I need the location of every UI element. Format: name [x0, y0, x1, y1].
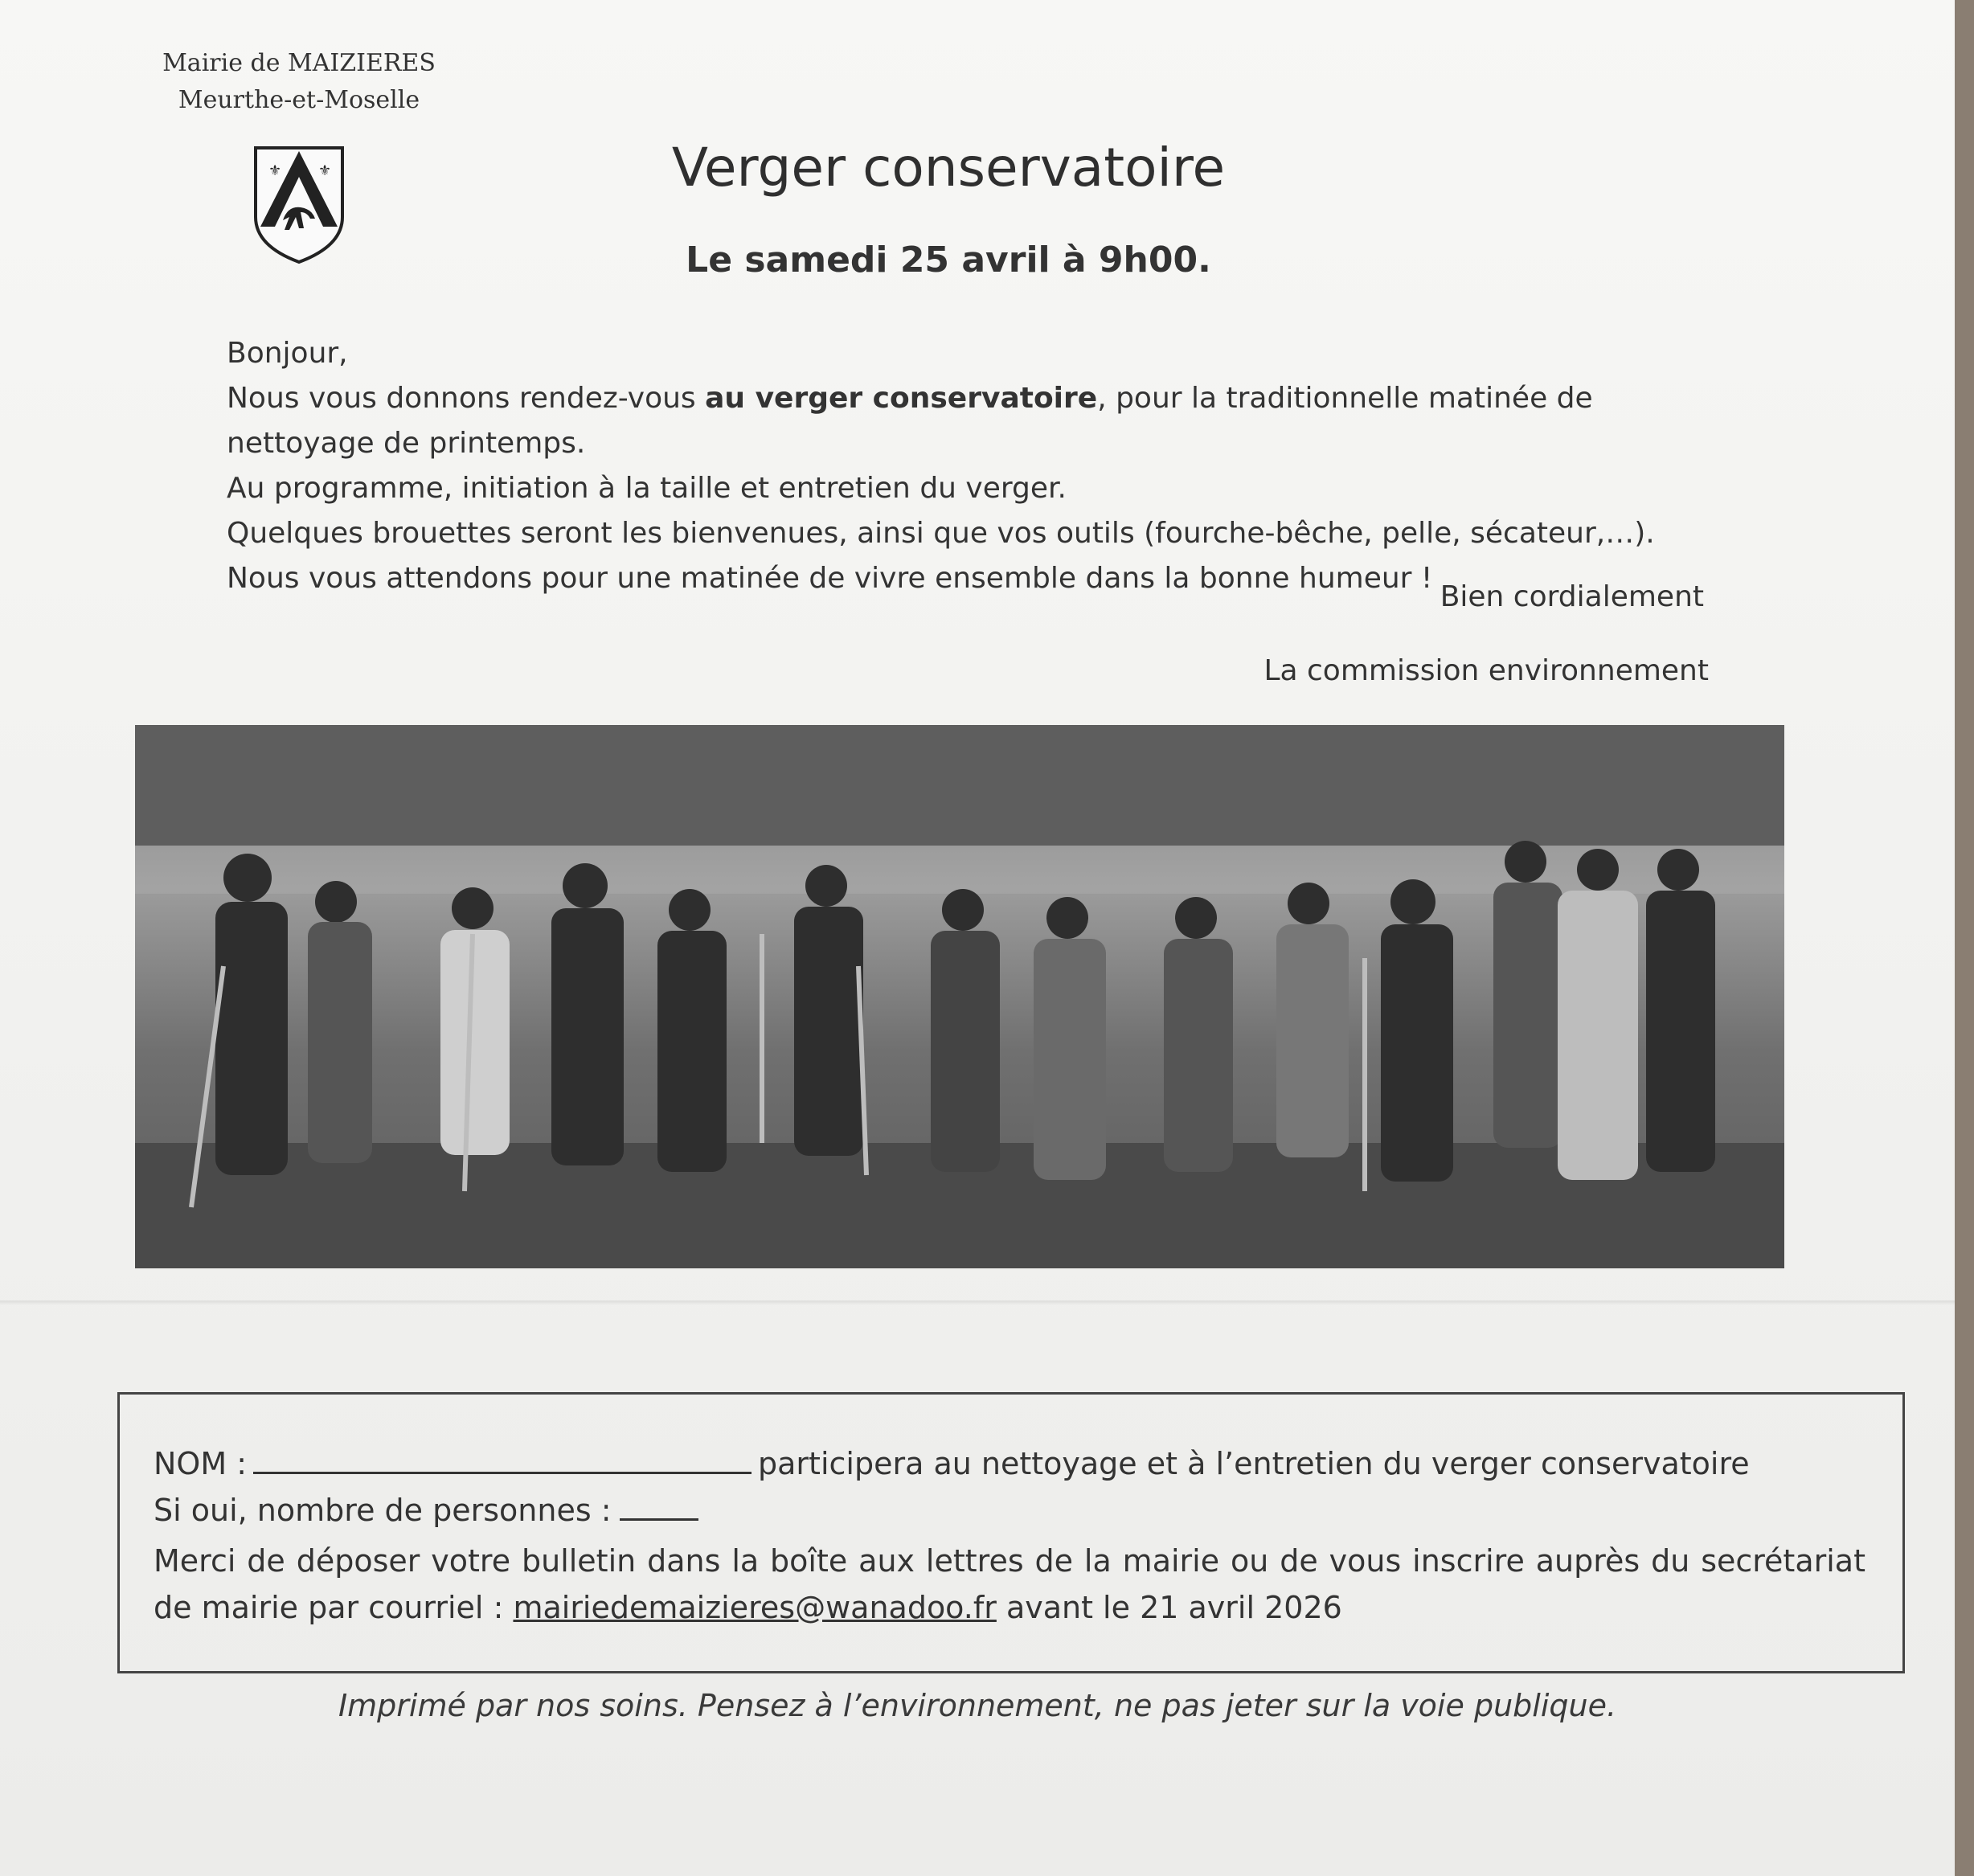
greeting: Bonjour,	[227, 337, 348, 370]
departement-name: Meurthe-et-Moselle	[178, 86, 420, 114]
mairie-name: Mairie de MAIZIERES	[162, 49, 436, 77]
body-line-3: Quelques brouettes seront les bienvenues, ainsi que vos outils (fourche-bêche, pelle, sécateur,…).	[227, 517, 1655, 550]
name-blank[interactable]	[253, 1444, 752, 1474]
footer-note: Imprimé par nos soins. Pensez à l’environnement, ne pas jeter sur la voie publique.	[338, 1688, 1617, 1723]
name-line	[154, 1444, 1750, 1481]
deadline: avant le 21 avril 2026	[996, 1590, 1342, 1625]
body-line-1c: , pour la traditionnelle matinée de nettoyage de printemps.	[227, 382, 1593, 460]
registration-form	[117, 1392, 1905, 1673]
signer: La commission environnement	[1263, 654, 1709, 687]
body-line-1a: Nous vous donnons rendez-vous	[227, 382, 706, 415]
name-suffix: participera au nettoyage et à l’entretien du verger conservatoire	[758, 1446, 1750, 1481]
group-photo-illustration	[135, 725, 1784, 1268]
body-line-2: Au programme, initiation à la taille et entretien du verger.	[227, 472, 1067, 505]
instruction: Merci de déposer votre bulletin dans la boîte aux lettres de la mairie ou de vous inscrire auprès du secrétariat de mairie par courriel :	[154, 1543, 1865, 1625]
paper-fold	[0, 1301, 1955, 1305]
mairie-header	[154, 45, 444, 119]
group-photo	[135, 725, 1784, 1268]
event-date: Le samedi 25 avril à 9h00.	[686, 240, 1211, 281]
count-line	[154, 1491, 698, 1528]
count-blank[interactable]	[620, 1491, 698, 1521]
invitation-body	[227, 331, 1722, 601]
svg-text:⚜: ⚜	[318, 162, 332, 179]
body-line-4: Nous vous attendons pour une matinée de vivre ensemble dans la bonne humeur !	[227, 562, 1433, 595]
body-line-1	[227, 376, 1722, 466]
name-label: NOM :	[154, 1446, 248, 1481]
svg-text:⚜: ⚜	[268, 162, 282, 179]
instruction-text	[154, 1538, 1865, 1631]
body-line-1-bold: au verger conservatoire	[705, 382, 1098, 415]
closing: Bien cordialement	[1440, 580, 1704, 613]
email-link[interactable]: mairiedemaizieres@wanadoo.fr	[513, 1590, 997, 1625]
coat-of-arms-icon	[251, 143, 347, 265]
page-title: Verger conservatoire	[671, 137, 1226, 199]
count-label: Si oui, nombre de personnes :	[154, 1493, 612, 1528]
